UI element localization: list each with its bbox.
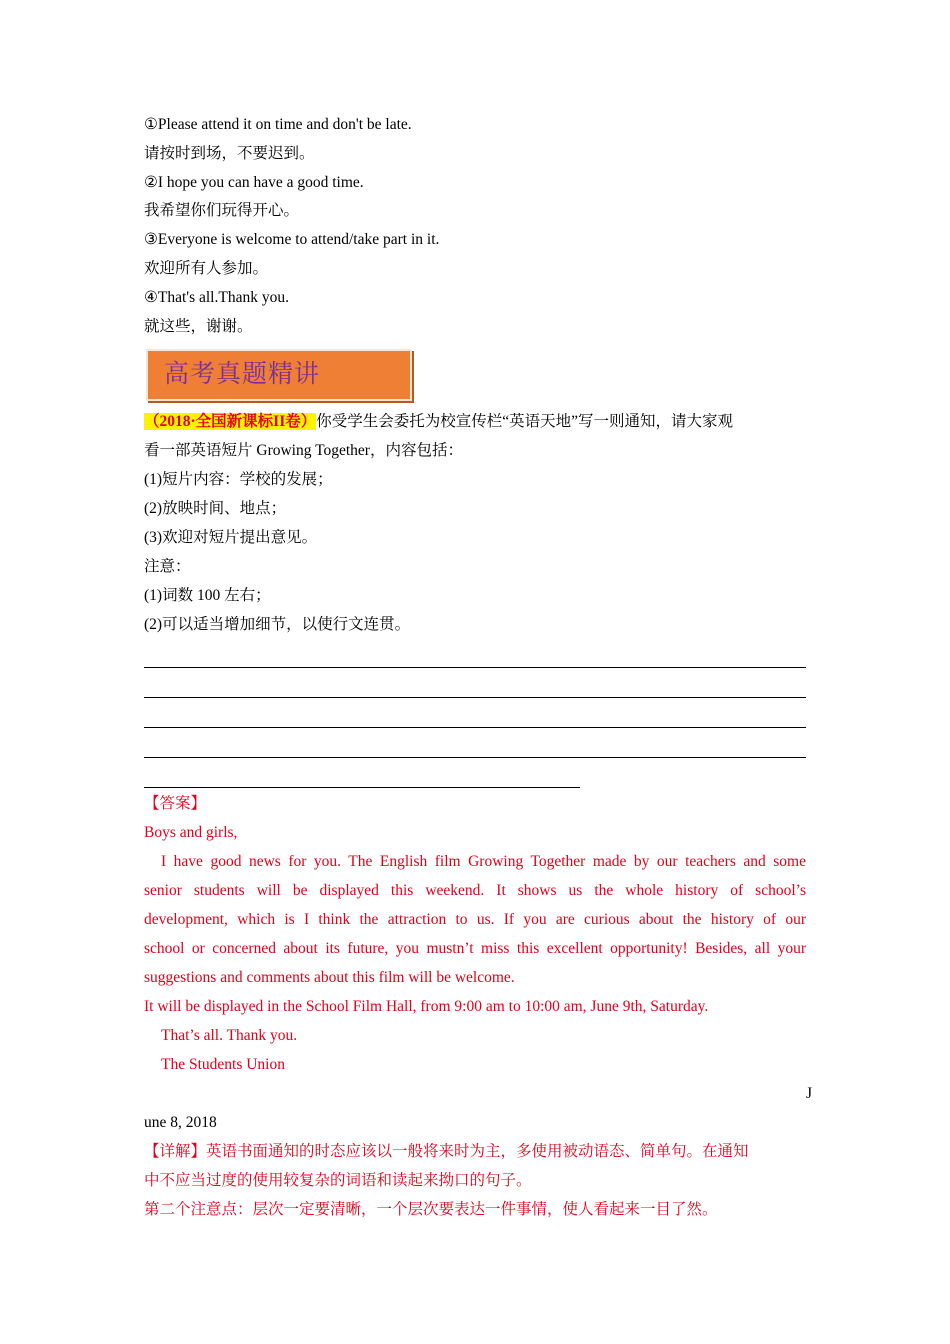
answer-label: 【答案】 <box>144 795 207 813</box>
answer-body-line: senior students will be displayed this weekend. It shows us the whole history of school’s <box>144 882 806 900</box>
explain-line: 中不应当过度的使用较复杂的词语和读起来拗口的句子。 <box>144 1172 532 1190</box>
phrase-zh: 请按时到场，不要迟到。 <box>144 144 315 162</box>
banner-title: 高考真题精讲 <box>164 359 321 389</box>
answer-time-line: It will be displayed in the School Film Hall, from 9:00 am to 10:00 am, June 9th, Saturday. <box>144 998 709 1016</box>
question-intro: 你受学生会委托为校宣传栏“英语天地”写一则通知，请大家观 <box>316 413 733 431</box>
phrase-zh: 就这些，谢谢。 <box>144 317 253 335</box>
phrase-zh: 我希望你们玩得开心。 <box>144 202 300 220</box>
answer-date <box>144 1079 812 1137</box>
question-block <box>144 407 806 639</box>
note-item: (2)可以适当增加细节，以使行文连贯。 <box>144 616 411 634</box>
answer-blank-line <box>144 759 580 788</box>
phrase-en: ①Please attend it on time and don't be late. <box>144 116 412 133</box>
phrase-en: ④That's all.Thank you. <box>144 288 289 306</box>
question-intro-line2: 看一部英语短片 Growing Together，内容包括： <box>144 442 463 460</box>
question-item: (1)短片内容：学校的发展； <box>144 471 333 489</box>
explain-text: 英语书面通知的时态应该以一般将来时为主，多使用被动语态、简单句。在通知 <box>206 1143 749 1161</box>
source-badge: （2018·全国新课标II卷） <box>144 413 317 431</box>
answer-body-line: suggestions and comments about this film will be welcome. <box>144 969 515 987</box>
answer-signature: The Students Union <box>161 1056 285 1074</box>
answer-blank-line <box>144 639 806 668</box>
answer-blank-line <box>144 729 806 758</box>
phrase-en: ③Everyone is welcome to attend/take part in it. <box>144 231 440 249</box>
explain-label: 【详解】 <box>144 1143 207 1161</box>
answer-blank-line <box>144 699 806 728</box>
phrase-en: ②I hope you can have a good time. <box>144 173 364 191</box>
answer-blank-line <box>144 669 806 698</box>
question-intro-line <box>144 407 806 436</box>
section-banner <box>144 347 806 403</box>
explain-line: 第二个注意点：层次一定要清晰，一个层次要表达一件事情，使人看起来一目了然。 <box>144 1201 718 1219</box>
document-page <box>144 111 812 1224</box>
explain-line <box>144 1137 806 1166</box>
answer-body-line: development, which is I think the attraction to us. If you are curious about the history of our <box>144 911 806 929</box>
answer-greeting: Boys and girls, <box>144 824 238 842</box>
answer-lines <box>144 639 806 788</box>
answer-closing: That’s all. Thank you. <box>161 1027 298 1045</box>
question-item: (3)欢迎对短片提出意见。 <box>144 529 318 547</box>
phrase-zh: 欢迎所有人参加。 <box>144 259 269 277</box>
note-title: 注意： <box>144 558 191 576</box>
date-part1: J <box>805 1085 812 1103</box>
banner-box <box>146 349 412 401</box>
date-part2: une 8, 2018 <box>144 1114 217 1132</box>
question-item: (2)放映时间、地点； <box>144 500 287 518</box>
answer-block <box>144 789 806 1079</box>
phrase-list <box>144 111 806 341</box>
explain-block <box>144 1137 806 1224</box>
answer-body-line: I have good news for you. The English film Growing Together made by our teachers and some <box>161 853 806 871</box>
answer-body-line: school or concerned about its future, you mustn’t miss this excellent opportunity! Besides, all your <box>144 940 806 958</box>
note-item: (1)词数 100 左右； <box>144 587 271 605</box>
